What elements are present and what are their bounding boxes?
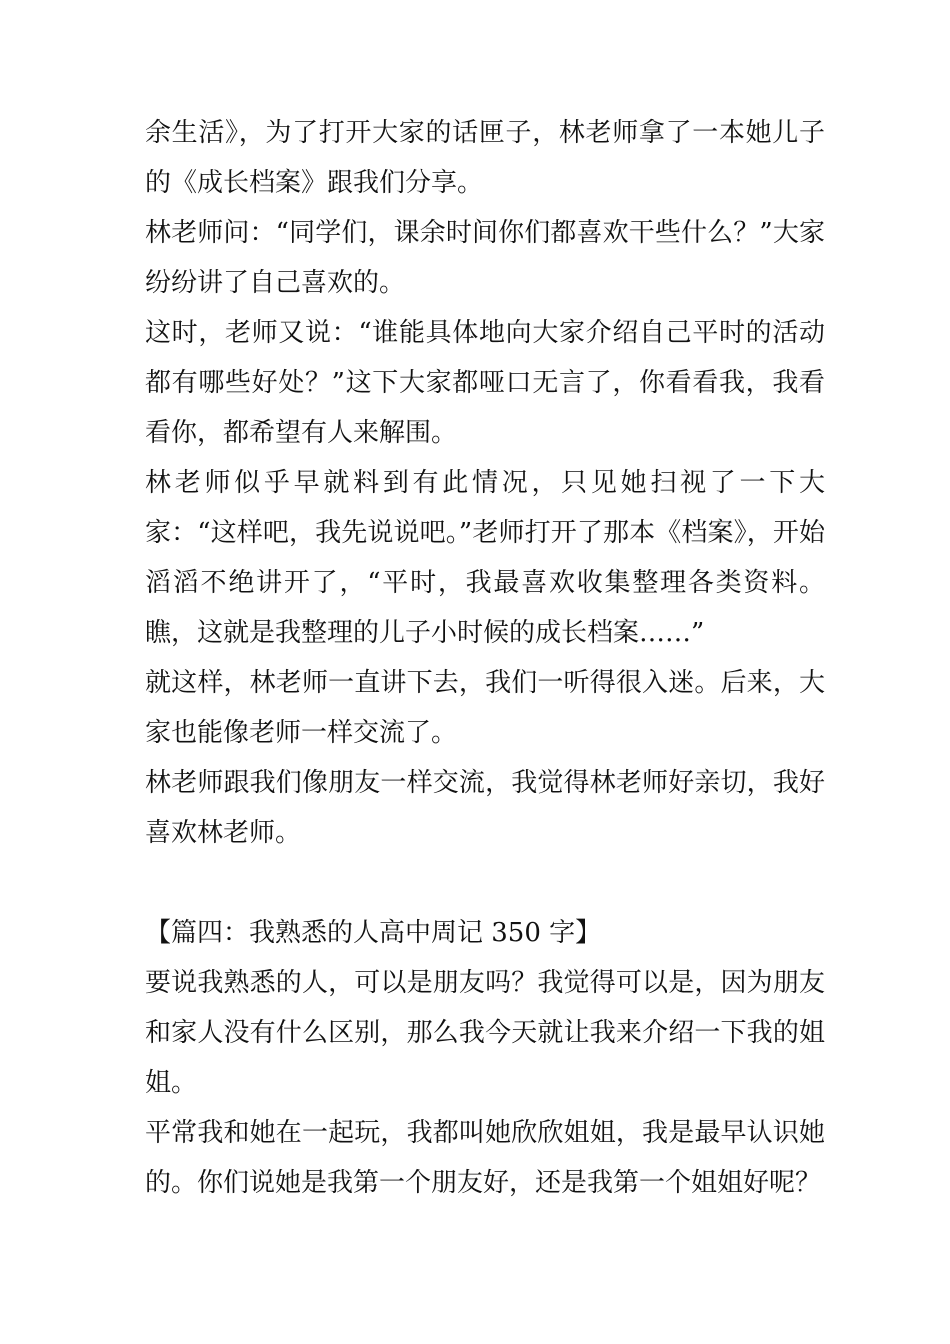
- paragraph: 余生活》，为了打开大家的话匣子，林老师拿了一本她儿子的《成长档案》跟我们分享。: [145, 118, 825, 198]
- paragraph: 林老师问：“同学们，课余时间你们都喜欢干些什么？”大家纷纷讲了自己喜欢的。: [145, 218, 825, 298]
- paragraph: 这时，老师又说：“谁能具体地向大家介绍自己平时的活动都有哪些好处？”这下大家都哑口无言了，你看看我，我看看你，都希望有人来解围。: [145, 318, 825, 448]
- document-body: [145, 108, 825, 1208]
- paragraph: 林老师似乎早就料到有此情况，只见她扫视了一下大家：“这样吧，我先说说吧。”老师打开了那本《档案》，开始滔滔不绝讲开了，“平时，我最喜欢收集整理各类资料。瞧，这就是我整理的儿子小时候的成长档案……”: [145, 468, 825, 648]
- paragraph: 平常我和她在一起玩，我都叫她欣欣姐姐，我是最早认识她的。你们说她是我第一个朋友好，还是我第一个姐姐好呢？: [145, 1118, 825, 1198]
- section-heading: 【篇四：我熟悉的人高中周记 350 字】: [145, 918, 602, 948]
- paragraph: 就这样，林老师一直讲下去，我们一听得很入迷。后来，大家也能像老师一样交流了。: [145, 668, 825, 748]
- blank-line: [145, 858, 825, 908]
- paragraph: 要说我熟悉的人，可以是朋友吗？我觉得可以是，因为朋友和家人没有什么区别，那么我今天就让我来介绍一下我的姐姐。: [145, 968, 825, 1098]
- paragraph: 林老师跟我们像朋友一样交流，我觉得林老师好亲切，我好喜欢林老师。: [145, 768, 825, 848]
